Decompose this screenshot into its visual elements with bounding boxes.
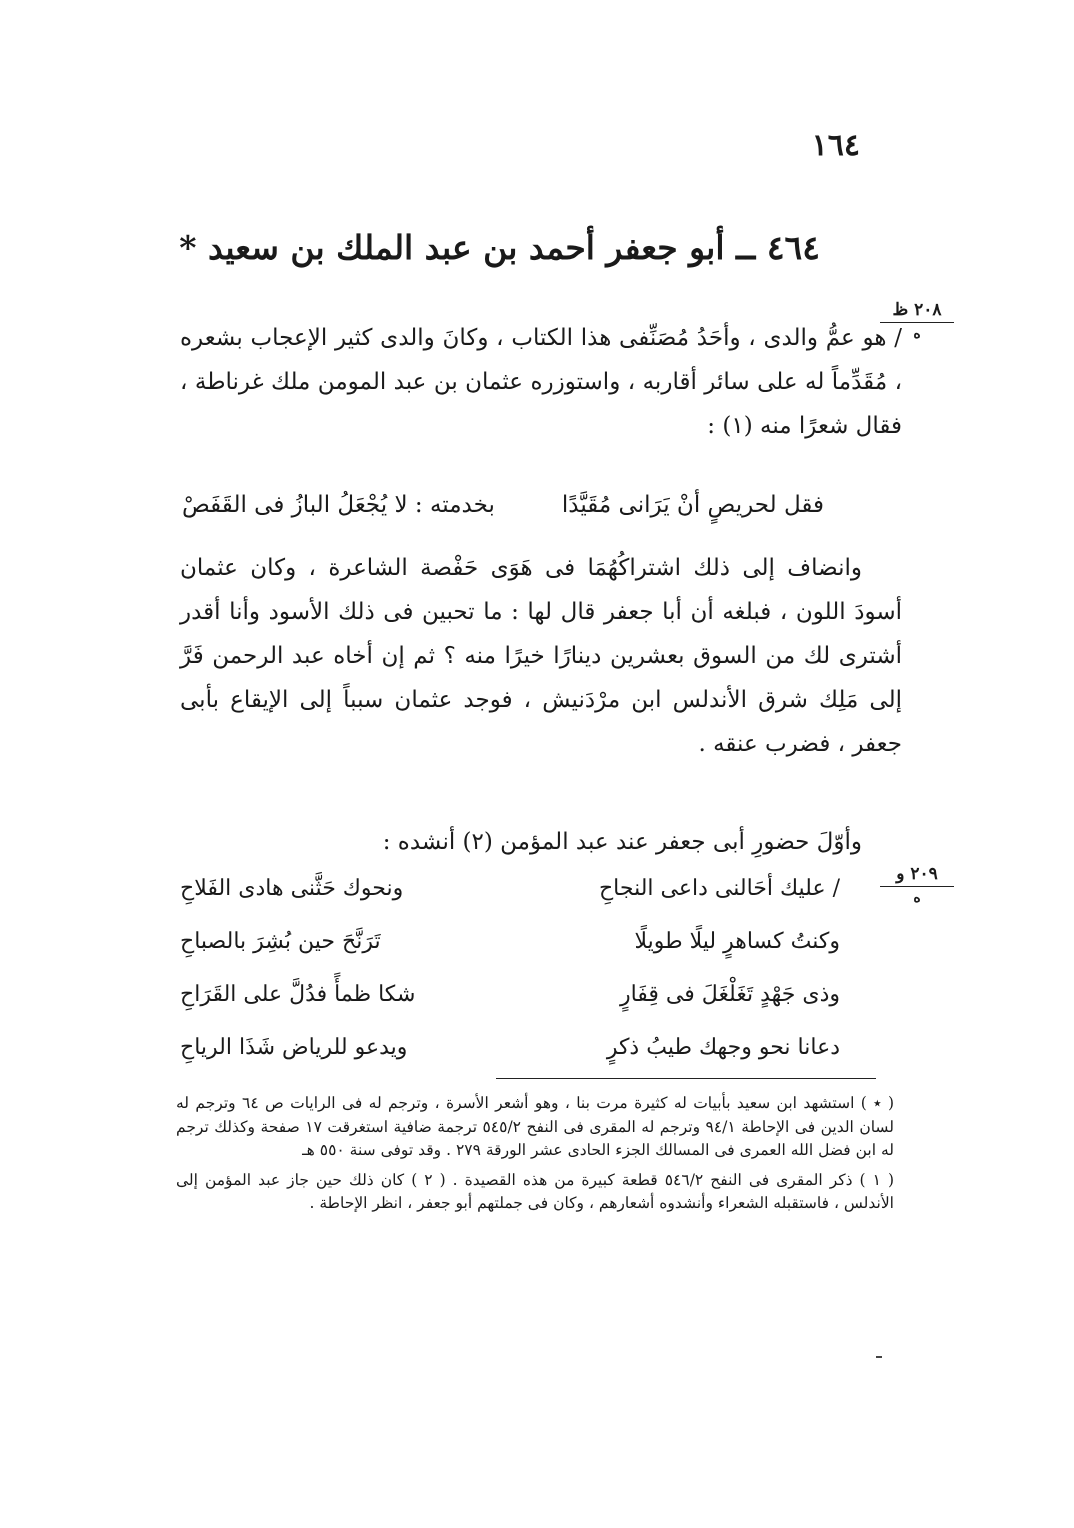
- intro-paragraph: / هو عمُّ والدى ، وأحَدُ مُصَنِّفى هذا الكتاب ، وكانَ والدى كثير الإعجاب بشعره ، مُقَدِّماً له على سائر أقاربه ، واستوزره عثمان بن عبد المومن ملك غرناطة ، فقال شعرًا منه (١) :: [180, 325, 902, 439]
- page-number: ١٦٤: [811, 128, 860, 163]
- footnote: ( ١ ) ذكر المقرى فى النفح ٥٤٦/٢ قطعة كبيرة من هذه القصيدة . ( ٢ ) كان ذلك حين جاز عبد المؤمن إلى الأندلس ، فاستقبله الشعراء وأنشدوه أشعارهم ، وكان فى جملتهم أبو جعفر ، انظر الإحاطة .: [176, 1170, 894, 1212]
- verse-first-hemistich: وكنتُ كساهرٍ ليلًا طويلًا: [634, 929, 840, 954]
- verse-second-hemistich: ونحوك حَثَّنى هادى الفَلاحِ: [180, 876, 404, 901]
- poem-intro-block: [180, 820, 902, 864]
- verse-first-hemistich: / عليك أحَالنى داعى النجاحِ: [598, 876, 840, 901]
- verse-second-hemistich: بخدمته : لا يُجْعَلُ البازُ فى القَفَصْ: [182, 492, 495, 518]
- poem-verse: [180, 872, 840, 906]
- verse-first-hemistich: وذى جَهْدٍ تَغَلْغَلَ فى قِفَارٍ: [619, 982, 840, 1007]
- poem-verse: [180, 1031, 840, 1065]
- poem-verse: [180, 925, 840, 959]
- entry-title: ٤٦٤ ــ أبو جعفر أحمد بن عبد الملك بن سعيد *: [179, 228, 820, 267]
- folio-number: ٢٠٩ و: [880, 864, 954, 887]
- verse-first-hemistich: دعانا نحو وجهك طيبُ ذكرٍ: [606, 1035, 840, 1060]
- single-verse: [182, 488, 824, 522]
- margin-folio-ref-2: [880, 864, 954, 906]
- verse-second-hemistich: تَرَنَّحَ حين بُشِرَ بالصباحِ: [180, 929, 381, 954]
- intro-text-block: [180, 316, 902, 448]
- story-paragraph: وانضاف إلى ذلك اشتراكُهُمَا فى هَوَى حَفْصة الشاعرة ، وكان عثمان أسودَ اللون ، فبلغه أن أبا جعفر قال لها : ما تحبين فى ذلك الأسود وأنا أقدر أشترى لك من السوق بعشرين دينارًا خيرًا منه ؟ ثم إن أخاه عبد الرحمن فَرَّ إلى مَلِك شرق الأندلس ابن مرْدَنيش ، فوجد عثمان سبباً إلى الإيقاع بأبى جعفر ، فضرب عنقه .: [180, 555, 902, 757]
- scan-speck: [876, 1356, 882, 1358]
- verse-second-hemistich: شكا ظمأً فدُلَّ على القَرَاحِ: [180, 982, 416, 1007]
- footnote-divider: [496, 1078, 876, 1079]
- poem-intro-line: وأوّلَ حضورِ أبى جعفر عند عبد المؤمن (٢) أنشده :: [382, 829, 862, 855]
- folio-number: ٢٠٨ ظ: [880, 300, 954, 323]
- footnote: ( ٭ ) استشهد ابن سعيد بأبيات له كثيرة مرت بنا ، وهو أشعر الأسرة ، وترجم له فى الرايات ص ٦٤ وترجم له لسان الدين فى الإحاطة ٩٤/١ وترجم له المقرى فى النفح ٥٤٥/٢ ترجمة ضافية استغرقت ١٧ صفحة وكذلك ترجم له ابن فضل الله العمرى فى المسالك الجزء الحادى عشر الورقة ٢٧٩ . وقد توفى سنة ٥٥٠ هـ: [176, 1094, 894, 1159]
- story-text-block: [180, 546, 902, 766]
- verse-second-hemistich: ويدعو للرياض شَذَا الرياحِ: [180, 1035, 408, 1060]
- folio-mark: ه: [913, 890, 921, 906]
- poem-verse: [180, 978, 840, 1012]
- verse-first-hemistich: فقل لحريصٍ أنْ يَرَانى مُقَيَّدًا: [561, 492, 824, 518]
- footnotes-block: [176, 1092, 894, 1222]
- folio-mark: ه: [913, 326, 921, 342]
